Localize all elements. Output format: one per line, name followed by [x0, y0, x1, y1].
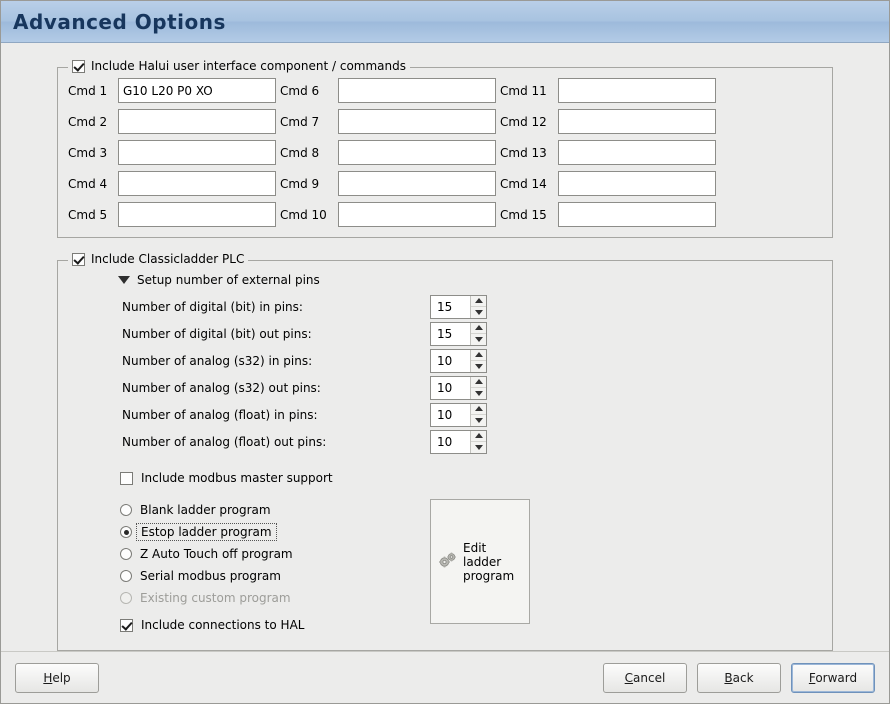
pin-row-float-in [122, 401, 822, 428]
cmd-input-3[interactable] [118, 140, 276, 165]
cmd-label-5: Cmd 5 [68, 207, 108, 222]
pin-label-digital-out: Number of digital (bit) out pins: [122, 326, 312, 341]
pin-label-float-out: Number of analog (float) out pins: [122, 434, 327, 449]
radio-label: Estop ladder program [136, 523, 277, 541]
chevron-down-icon [118, 276, 130, 284]
cmd-input-10[interactable] [338, 202, 496, 227]
cmd-input-6[interactable] [338, 78, 496, 103]
cmd-input-1[interactable] [118, 78, 276, 103]
stepper-down-icon[interactable] [471, 306, 486, 318]
radio-indicator[interactable] [120, 526, 132, 538]
cmd-label-7: Cmd 7 [280, 114, 320, 129]
stepper-up-icon[interactable] [471, 404, 486, 415]
forward-button[interactable]: Forward [791, 663, 875, 693]
cmd-label-8: Cmd 8 [280, 145, 320, 160]
pin-row-digital-out [122, 320, 822, 347]
cmd-input-7[interactable] [338, 109, 496, 134]
pin-stepper-float-in[interactable] [470, 404, 486, 426]
halui-command-grid [68, 78, 822, 227]
radio-label: Existing custom program [140, 591, 291, 605]
stepper-up-icon[interactable] [471, 296, 486, 307]
cmd-label-11: Cmd 11 [500, 83, 547, 98]
cmd-input-9[interactable] [338, 171, 496, 196]
classicladder-frame-title [68, 252, 248, 266]
ladder-program-radio-group [120, 499, 420, 636]
dialog-content [1, 43, 889, 651]
radio-serial-modbus-program[interactable] [120, 565, 420, 587]
radio-label: Blank ladder program [140, 503, 271, 517]
forward-button-label-rest: orward [815, 670, 858, 685]
help-button-label-rest: elp [52, 670, 71, 685]
classicladder-checkbox-label: Include Classicladder PLC [91, 252, 245, 266]
back-button[interactable]: Back [697, 663, 781, 693]
stepper-up-icon[interactable] [471, 323, 486, 334]
page-title: Advanced Options [13, 9, 226, 34]
gears-icon [437, 549, 459, 574]
cmd-input-8[interactable] [338, 140, 496, 165]
radio-label: Serial modbus program [140, 569, 281, 583]
pin-spinner-digital-in[interactable] [430, 295, 487, 319]
cmd-label-2: Cmd 2 [68, 114, 108, 129]
stepper-down-icon[interactable] [471, 360, 486, 372]
cancel-button[interactable]: Cancel [603, 663, 687, 693]
pin-label-s32-out: Number of analog (s32) out pins: [122, 380, 321, 395]
stepper-up-icon[interactable] [471, 377, 486, 388]
pin-label-s32-in: Number of analog (s32) in pins: [122, 353, 313, 368]
pin-row-float-out [122, 428, 822, 455]
stepper-down-icon[interactable] [471, 333, 486, 345]
cmd-label-6: Cmd 6 [280, 83, 320, 98]
external-pins-expander-label: Setup number of external pins [137, 273, 320, 287]
radio-label: Z Auto Touch off program [140, 547, 293, 561]
stepper-down-icon[interactable] [471, 387, 486, 399]
cancel-button-label-rest: ancel [633, 670, 666, 685]
pin-row-s32-in [122, 347, 822, 374]
halui-frame-title [68, 59, 410, 73]
external-pins-expander[interactable] [118, 273, 822, 287]
cmd-label-12: Cmd 12 [500, 114, 547, 129]
cmd-input-15[interactable] [558, 202, 716, 227]
modbus-master-option[interactable] [120, 471, 822, 485]
edit-ladder-program-line2: program [463, 568, 515, 583]
pin-label-digital-in: Number of digital (bit) in pins: [122, 299, 303, 314]
dialog-button-bar [1, 651, 889, 703]
edit-ladder-program-label [463, 541, 523, 583]
radio-indicator [120, 592, 132, 604]
pin-stepper-s32-out[interactable] [470, 377, 486, 399]
cmd-label-10: Cmd 10 [280, 207, 327, 222]
modbus-master-checkbox[interactable] [120, 472, 133, 485]
back-button-label-rest: ack [732, 670, 754, 685]
title-bar [1, 1, 889, 43]
radio-indicator[interactable] [120, 570, 132, 582]
halui-frame [57, 59, 833, 238]
radio-indicator[interactable] [120, 504, 132, 516]
cmd-input-14[interactable] [558, 171, 716, 196]
cmd-label-13: Cmd 13 [500, 145, 547, 160]
cmd-input-4[interactable] [118, 171, 276, 196]
radio-existing-custom-program [120, 587, 420, 609]
pin-stepper-digital-in[interactable] [470, 296, 486, 318]
help-button[interactable]: Help [15, 663, 99, 693]
include-hal-connections-option[interactable] [120, 614, 420, 636]
pin-spinner-s32-out[interactable] [430, 376, 487, 400]
stepper-up-icon[interactable] [471, 431, 486, 442]
include-hal-connections-checkbox[interactable] [120, 619, 133, 632]
pin-stepper-float-out[interactable] [470, 431, 486, 453]
cmd-input-5[interactable] [118, 202, 276, 227]
pin-spinner-s32-in[interactable] [430, 349, 487, 373]
radio-indicator[interactable] [120, 548, 132, 560]
radio-estop-ladder-program[interactable] [120, 521, 420, 543]
stepper-down-icon[interactable] [471, 414, 486, 426]
cmd-label-3: Cmd 3 [68, 145, 108, 160]
cmd-label-1: Cmd 1 [68, 83, 108, 98]
cmd-input-2[interactable] [118, 109, 276, 134]
pin-spinner-float-out[interactable] [430, 430, 487, 454]
radio-blank-ladder-program[interactable] [120, 499, 420, 521]
stepper-down-icon[interactable] [471, 441, 486, 453]
pin-stepper-s32-in[interactable] [470, 350, 486, 372]
include-hal-connections-label: Include connections to HAL [141, 618, 305, 632]
pin-value-float-out[interactable]: 10 [437, 434, 453, 449]
stepper-up-icon[interactable] [471, 350, 486, 361]
pin-spinner-digital-out[interactable] [430, 322, 487, 346]
cmd-label-14: Cmd 14 [500, 176, 547, 191]
pin-value-digital-in[interactable]: 15 [437, 299, 453, 314]
cmd-input-13[interactable] [558, 140, 716, 165]
pin-value-s32-in[interactable]: 10 [437, 353, 453, 368]
pin-row-s32-out [122, 374, 822, 401]
edit-ladder-program-button[interactable] [430, 499, 530, 624]
cmd-label-4: Cmd 4 [68, 176, 108, 191]
ladder-program-section [68, 499, 822, 636]
cmd-label-9: Cmd 9 [280, 176, 320, 191]
pin-value-digital-out[interactable]: 15 [437, 326, 453, 341]
modbus-master-label: Include modbus master support [141, 471, 333, 485]
cmd-input-11[interactable] [558, 78, 716, 103]
cmd-input-12[interactable] [558, 109, 716, 134]
pin-value-float-in[interactable]: 10 [437, 407, 453, 422]
radio-z-auto-touch-off-program[interactable] [120, 543, 420, 565]
pin-spinner-float-in[interactable] [430, 403, 487, 427]
halui-checkbox[interactable] [72, 60, 85, 73]
pin-row-digital-in [122, 293, 822, 320]
pin-value-s32-out[interactable]: 10 [437, 380, 453, 395]
halui-checkbox-label: Include Halui user interface component / commands [91, 59, 406, 73]
cmd-label-15: Cmd 15 [500, 207, 547, 222]
classicladder-checkbox[interactable] [72, 253, 85, 266]
edit-ladder-program-line1: Edit ladder [463, 540, 502, 569]
pin-stepper-digital-out[interactable] [470, 323, 486, 345]
classicladder-frame [57, 252, 833, 651]
pin-label-float-in: Number of analog (float) in pins: [122, 407, 318, 422]
